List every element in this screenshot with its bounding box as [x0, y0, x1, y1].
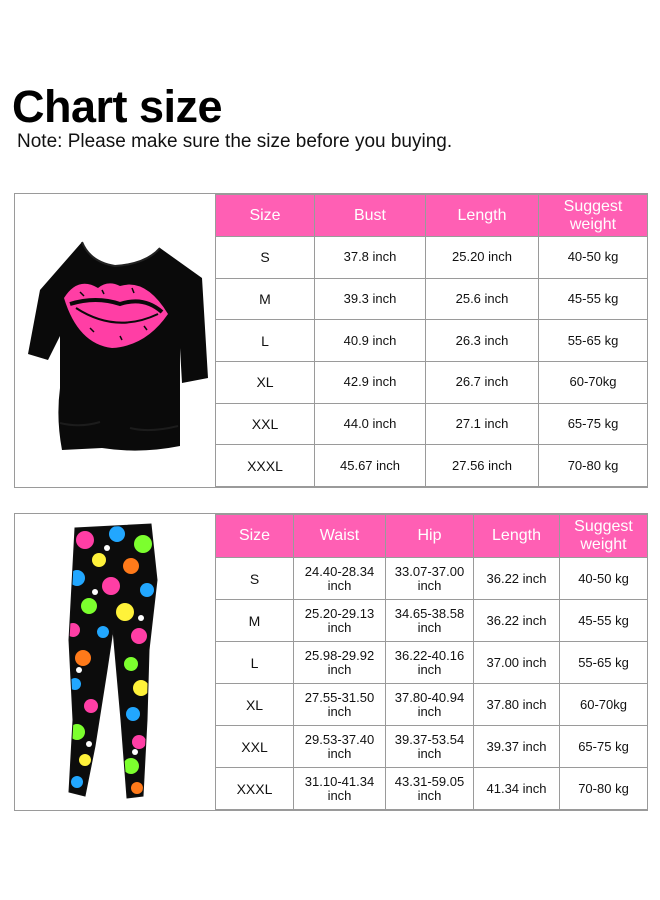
- bust-cell: 37.8 inch: [315, 237, 426, 279]
- waist-cell: 24.40-28.34 inch: [294, 558, 386, 600]
- col-header-size: Size: [216, 195, 315, 237]
- weight-cell: 65-75 kg: [560, 726, 648, 768]
- length-cell: 25.6 inch: [426, 278, 539, 320]
- page-title: Chart size: [12, 81, 223, 132]
- table-header-row: [216, 515, 648, 558]
- length-cell: 27.56 inch: [426, 445, 539, 487]
- bust-cell: 42.9 inch: [315, 361, 426, 403]
- weight-cell: 70-80 kg: [539, 445, 648, 487]
- tshirt-size-table: [215, 194, 648, 487]
- size-cell: XL: [216, 361, 315, 403]
- table-row: [216, 445, 648, 487]
- hip-cell: 37.80-40.94 inch: [386, 684, 474, 726]
- weight-cell: 45-55 kg: [560, 600, 648, 642]
- waist-cell: 25.20-29.13 inch: [294, 600, 386, 642]
- tshirt-image: [15, 194, 215, 487]
- size-cell: L: [216, 642, 294, 684]
- bust-cell: 40.9 inch: [315, 320, 426, 362]
- length-cell: 26.3 inch: [426, 320, 539, 362]
- bust-cell: 45.67 inch: [315, 445, 426, 487]
- col-header-size: Size: [216, 515, 294, 558]
- table-row: [216, 600, 648, 642]
- size-cell: XXL: [216, 726, 294, 768]
- table-row: [216, 361, 648, 403]
- length-cell: 25.20 inch: [426, 237, 539, 279]
- length-cell: 41.34 inch: [474, 768, 560, 810]
- leggings-image: [15, 514, 215, 810]
- table-row: [216, 768, 648, 810]
- col-header-length: Length: [474, 515, 560, 558]
- weight-cell: 40-50 kg: [539, 237, 648, 279]
- waist-cell: 25.98-29.92 inch: [294, 642, 386, 684]
- weight-cell: 70-80 kg: [560, 768, 648, 810]
- splatter-leggings-icon: [55, 520, 175, 804]
- size-cell: L: [216, 320, 315, 362]
- length-cell: 39.37 inch: [474, 726, 560, 768]
- size-cell: M: [216, 278, 315, 320]
- hip-cell: 33.07-37.00 inch: [386, 558, 474, 600]
- col-header-bust: Bust: [315, 195, 426, 237]
- hip-cell: 34.65-38.58 inch: [386, 600, 474, 642]
- size-note: Note: Please make sure the size before you buying.: [17, 131, 453, 152]
- col-header-suggest-weight: Suggest weight: [560, 515, 648, 558]
- table-row: [216, 558, 648, 600]
- waist-cell: 29.53-37.40 inch: [294, 726, 386, 768]
- hip-cell: 43.31-59.05 inch: [386, 768, 474, 810]
- size-cell: S: [216, 237, 315, 279]
- size-cell: XXXL: [216, 768, 294, 810]
- weight-cell: 55-65 kg: [560, 642, 648, 684]
- tshirt-size-chart: [14, 193, 648, 488]
- bust-cell: 44.0 inch: [315, 403, 426, 445]
- leggings-size-table: [215, 514, 648, 810]
- size-cell: S: [216, 558, 294, 600]
- hip-cell: 36.22-40.16 inch: [386, 642, 474, 684]
- col-header-suggest-weight: Suggest weight: [539, 195, 648, 237]
- table-header-row: [216, 195, 648, 237]
- size-cell: XXXL: [216, 445, 315, 487]
- size-cell: XL: [216, 684, 294, 726]
- length-cell: 27.1 inch: [426, 403, 539, 445]
- weight-cell: 40-50 kg: [560, 558, 648, 600]
- length-cell: 37.00 inch: [474, 642, 560, 684]
- waist-cell: 31.10-41.34 inch: [294, 768, 386, 810]
- weight-cell: 60-70kg: [560, 684, 648, 726]
- table-row: [216, 278, 648, 320]
- lips-tshirt-icon: [20, 228, 210, 453]
- weight-cell: 60-70kg: [539, 361, 648, 403]
- col-header-hip: Hip: [386, 515, 474, 558]
- table-row: [216, 726, 648, 768]
- table-row: [216, 237, 648, 279]
- table-row: [216, 642, 648, 684]
- col-header-waist: Waist: [294, 515, 386, 558]
- length-cell: 26.7 inch: [426, 361, 539, 403]
- table-row: [216, 403, 648, 445]
- length-cell: 37.80 inch: [474, 684, 560, 726]
- size-cell: M: [216, 600, 294, 642]
- size-cell: XXL: [216, 403, 315, 445]
- table-row: [216, 320, 648, 362]
- length-cell: 36.22 inch: [474, 600, 560, 642]
- col-header-length: Length: [426, 195, 539, 237]
- length-cell: 36.22 inch: [474, 558, 560, 600]
- hip-cell: 39.37-53.54 inch: [386, 726, 474, 768]
- weight-cell: 55-65 kg: [539, 320, 648, 362]
- leggings-size-chart: [14, 513, 648, 811]
- weight-cell: 65-75 kg: [539, 403, 648, 445]
- table-row: [216, 684, 648, 726]
- bust-cell: 39.3 inch: [315, 278, 426, 320]
- waist-cell: 27.55-31.50 inch: [294, 684, 386, 726]
- weight-cell: 45-55 kg: [539, 278, 648, 320]
